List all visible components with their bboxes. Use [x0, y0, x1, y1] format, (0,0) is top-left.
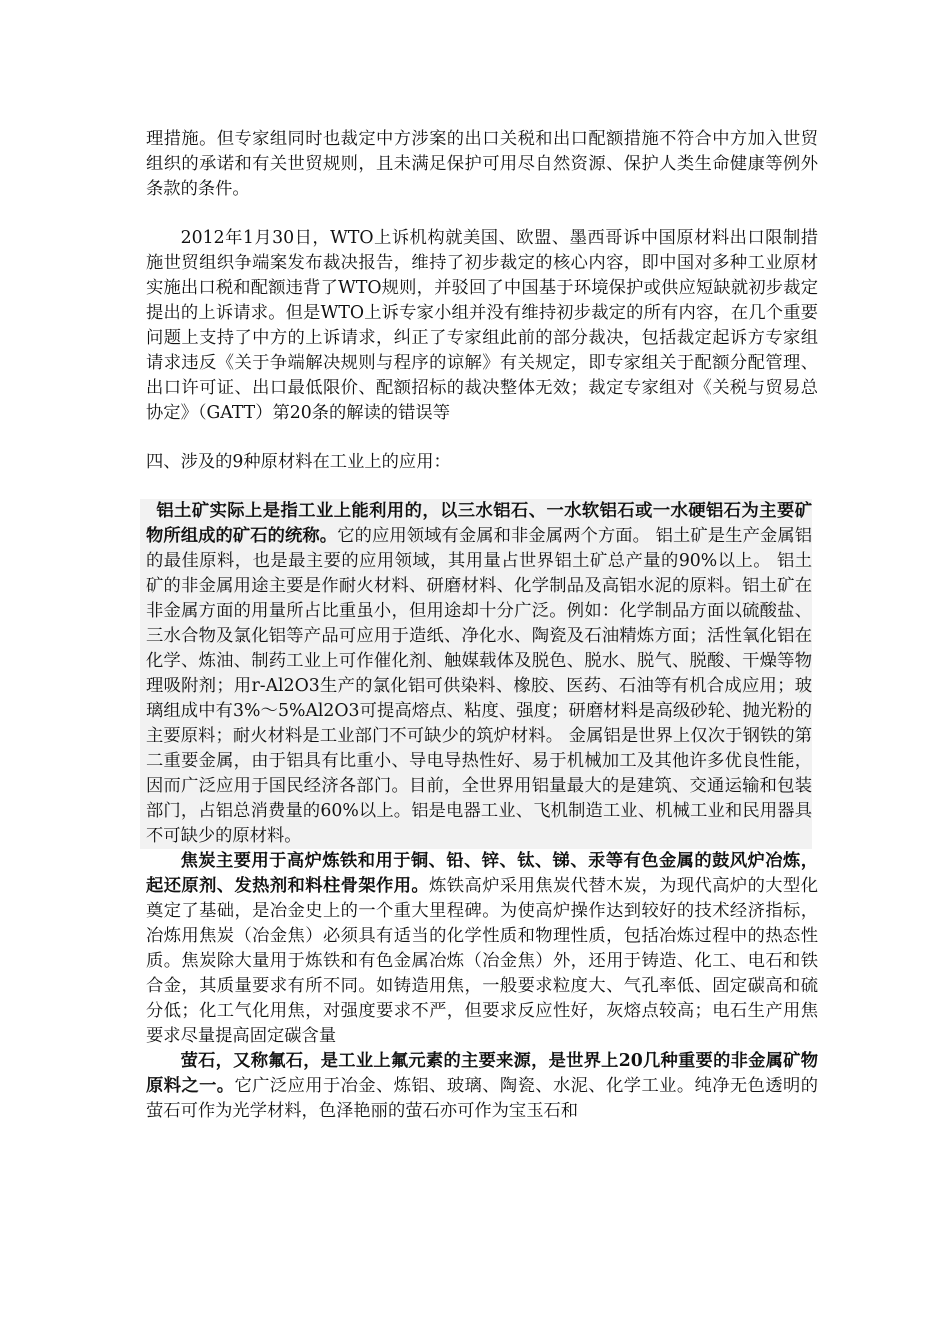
section-heading: 四、涉及的9种原材料在工业上的应用： [146, 452, 451, 472]
paragraph-fluorite [146, 1049, 818, 1124]
paragraph-bauxite [140, 499, 812, 849]
document-page [146, 127, 818, 1124]
bauxite-body-text: 它的应用领域有金属和非金属两个方面。 铝土矿是生产金属铝的最佳原料，也是最主要的应用领域，其用量占世界铝土矿总产量的90%以上。 铝土矿的非金属用途主要是作耐火材料、研磨材料、化学制品及高铝水泥的原料。铝土矿在非金属方面的用量所占比重虽小，但用途却十分广泛。例如：化学制品方面以硫酸盐、三水合物及氯化铝等产品可应用于造纸、净化水、陶瓷及石油精炼方面；活性氧化铝在化学、炼油、制药工业上可作催化剂、触媒载体及脱色、脱水、脱气、脱酸、干燥等物理吸附剂；用r-Al2O3生产的氯化铝可供染料、橡胶、医药、石油等有机合成应用；玻璃组成中有3%～5%Al2O3可提高熔点、粘度、强度；研磨材料是高级砂轮、抛光粉的主要原料；耐火材料是工业部门不可缺少的筑炉材料。 金属铝是世界上仅次于钢铁的第二重要金属，由于铝具有比重小、导电导热性好、易于机械加工及其他许多优良性能，因而广泛应用于国民经济各部门。目前，全世界用铝量最大的是建筑、交通运输和包装部门，占铝总消费量的60%以上。铝是电器工业、飞机制造工业、机械工业和民用器具不可缺少的原材料。 [146, 526, 812, 846]
coke-bold-lead: 焦炭主要用于高炉炼铁和用于铜、铅、锌、钛、锑、汞等有色金属的鼓风炉冶炼，起还原剂、发热剂和料柱骨架作用。 [146, 851, 818, 896]
paragraph-wto-appeal: 2012年1月30日，WTO上诉机构就美国、欧盟、墨西哥诉中国原材料出口限制措施世贸组织争端案发布裁决报告，维持了初步裁定的核心内容，即中国对多种工业原材实施出口税和配额违背了WTO规则，并驳回了中国基于环境保护或供应短缺就初步裁定提出的上诉请求。但是WTO上诉专家小组并没有维持初步裁定的所有内容，在几个重要问题上支持了中方的上诉请求，纠正了专家组此前的部分裁决，包括裁定起诉方专家组请求违反《关于争端解决规则与程序的谅解》有关规定，即专家组关于配额分配管理、出口许可证、出口最低限价、配额招标的裁决整体无效；裁定专家组对《关税与贸易总协定》（GATT）第20条的解读的错误等 [146, 228, 818, 423]
paragraph-export-measures: 理措施。但专家组同时也裁定中方涉案的出口关税和出口配额措施不符合中方加入世贸组织的承诺和有关世贸规则，且未满足保护可用尽自然资源、保护人类生命健康等例外条款的条件。 [146, 129, 818, 199]
fluorite-body-text: 它广泛应用于冶金、炼铝、玻璃、陶瓷、水泥、化学工业。纯净无色透明的萤石可作为光学材料，色泽艳丽的萤石亦可作为宝玉石和 [146, 1076, 818, 1121]
bauxite-bold-lead: 铝土矿实际上是指工业上能利用的，以三水铝石、一水软铝石或一水硬铝石为主要矿物所组成的矿石的统称。 [146, 501, 812, 546]
paragraph-coke [146, 849, 818, 1049]
fluorite-bold-lead: 萤石，又称氟石，是工业上氟元素的主要来源，是世界上20几种重要的非金属矿物原料之一。 [146, 1051, 818, 1096]
coke-body-text: 炼铁高炉采用焦炭代替木炭，为现代高炉的大型化奠定了基础，是冶金史上的一个重大里程碑。为使高炉操作达到较好的技术经济指标，冶炼用焦炭（冶金焦）必须具有适当的化学性质和物理性质，包括冶炼过程中的热态性质。焦炭除大量用于炼铁和有色金属冶炼（冶金焦）外，还用于铸造、化工、电石和铁合金，其质量要求有所不同。如铸造用焦，一般要求粒度大、气孔率低、固定碳高和硫分低；化工气化用焦，对强度要求不严，但要求反应性好，灰熔点较高；电石生产用焦要求尽量提高固定碳含量 [146, 876, 818, 1046]
